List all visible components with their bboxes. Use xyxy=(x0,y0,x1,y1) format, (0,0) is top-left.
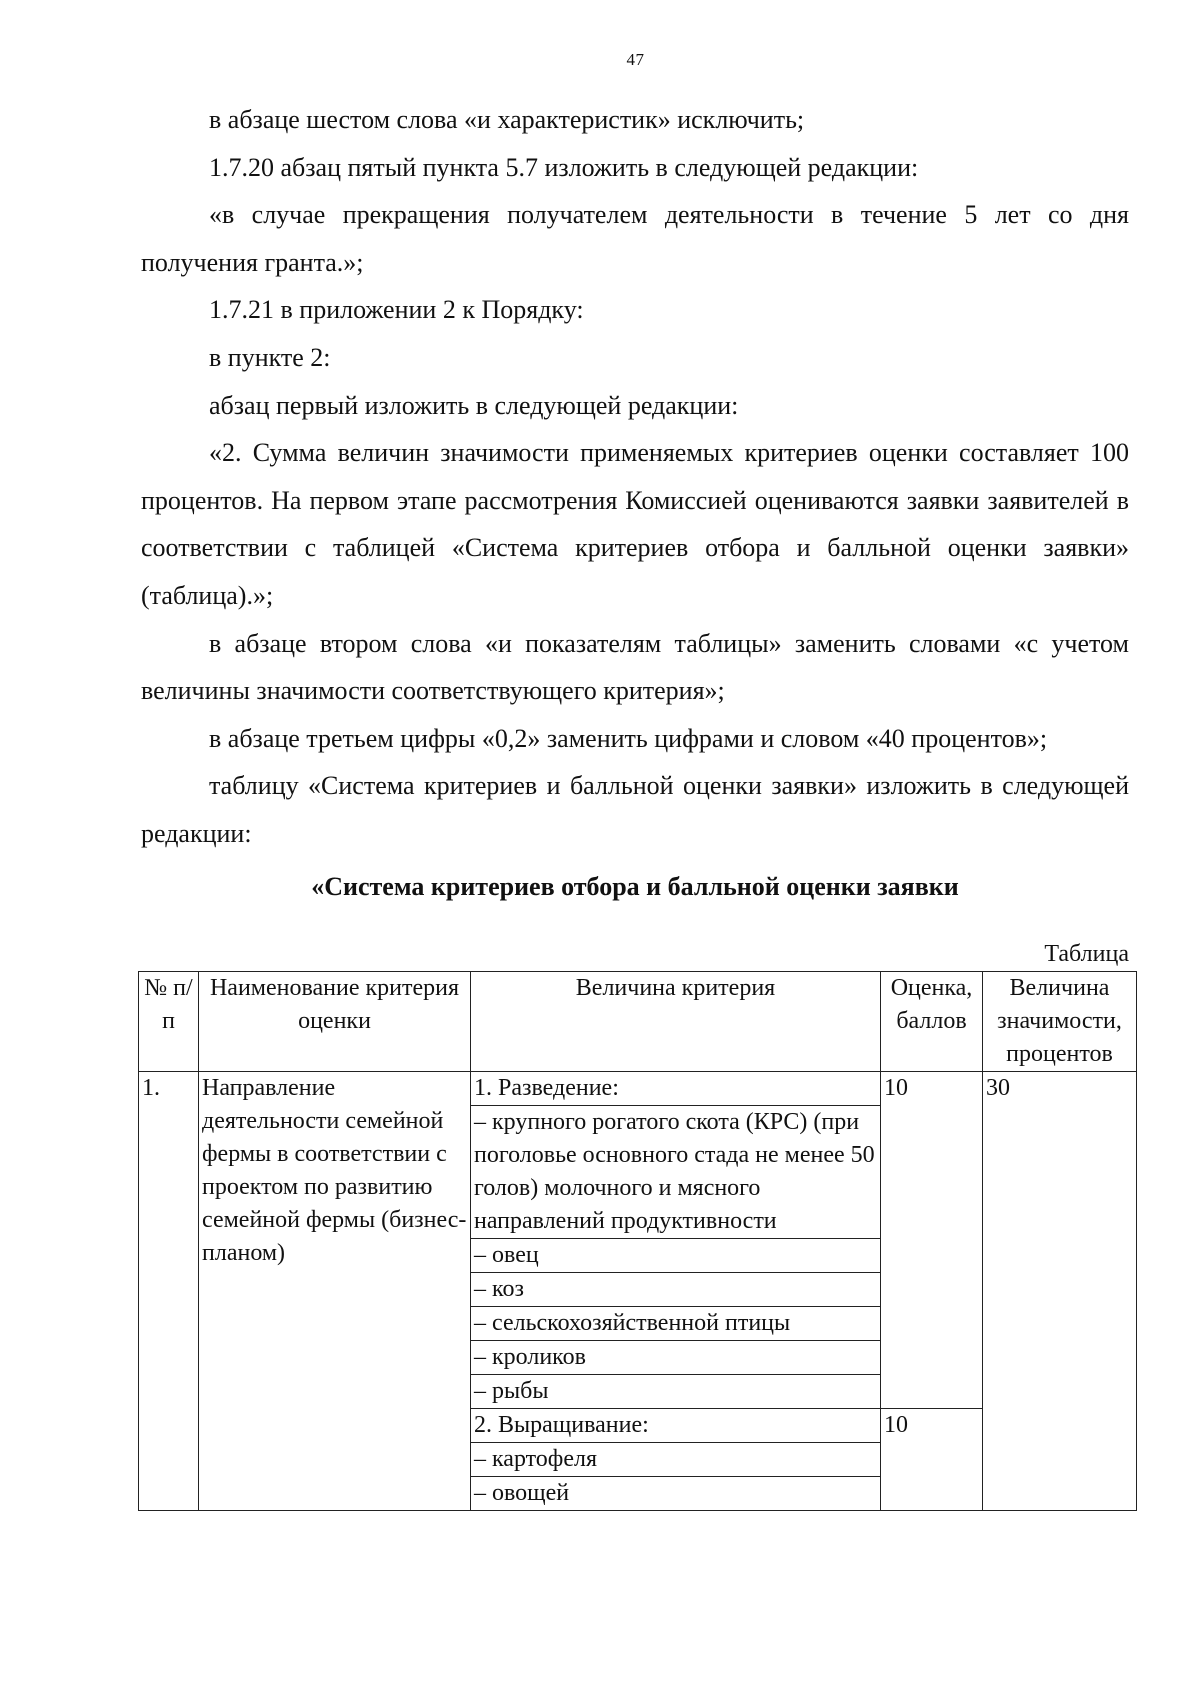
header-num: № п/п xyxy=(139,972,199,1072)
header-score: Оценка, баллов xyxy=(881,972,983,1072)
table-caption: Таблица xyxy=(1044,941,1129,967)
cell-criterion-value: – овец xyxy=(471,1239,881,1273)
paragraph: в абзаце шестом слова «и характеристик» исключить; xyxy=(209,105,805,134)
paragraph: абзац первый изложить в следующей редакции: xyxy=(209,390,739,420)
cell-criterion-value: – кроликов xyxy=(471,1341,881,1375)
cell-criterion-value: – коз xyxy=(471,1273,881,1307)
paragraph: 1.7.21 в приложении 2 к Порядку: xyxy=(209,295,584,325)
paragraph: в абзаце втором слова «и показателям таблицы» заменить словами «с учетом величины значимости соответствующего критерия»; xyxy=(141,628,1129,706)
cell-num: 1. xyxy=(139,1072,199,1511)
table-header-row xyxy=(139,972,1137,1072)
cell-criterion-value: – сельскохозяйственной птицы xyxy=(471,1307,881,1341)
cell-weight: 30 xyxy=(983,1072,1137,1511)
table-row xyxy=(139,1072,1137,1106)
cell-criterion-value: 1. Разведение: xyxy=(471,1072,881,1106)
page-number: 47 xyxy=(626,50,645,69)
criteria-table xyxy=(138,971,1137,1511)
header-weight: Величина значимости, процентов xyxy=(983,972,1137,1072)
paragraph: таблицу «Система критериев и балльной оценки заявки» изложить в следующей редакции: xyxy=(141,771,1129,848)
header-name: Наименование критерия оценки xyxy=(199,972,471,1072)
cell-criterion-value: – картофеля xyxy=(471,1443,881,1477)
cell-criterion-value: – рыбы xyxy=(471,1375,881,1409)
cell-criterion-value: – крупного рогатого скота (КРС) (при поголовье основного стада не менее 50 голов) молочного и мясного направлений продуктивности xyxy=(471,1106,881,1239)
cell-score: 10 xyxy=(881,1409,983,1511)
cell-criterion-name: Направление деятельности семейной фермы в соответствии с проектом по развитию семейной фермы (бизнес-планом) xyxy=(199,1072,471,1511)
cell-score: 10 xyxy=(881,1072,983,1409)
cell-criterion-value: 2. Выращивание: xyxy=(471,1409,881,1443)
paragraph: «в случае прекращения получателем деятельности в течение 5 лет со дня получения гранта.»; xyxy=(141,200,1129,277)
paragraph: в пункте 2: xyxy=(209,342,331,372)
header-value: Величина критерия xyxy=(471,972,881,1072)
table-title: «Система критериев отбора и балльной оценки заявки xyxy=(311,872,959,901)
paragraph: 1.7.20 абзац пятый пункта 5.7 изложить в следующей редакции: xyxy=(209,152,919,182)
cell-criterion-value: – овощей xyxy=(471,1477,881,1511)
paragraph: в абзаце третьем цифры «0,2» заменить цифрами и словом «40 процентов»; xyxy=(209,723,1048,753)
document-body xyxy=(141,96,1129,858)
paragraph: «2. Сумма величин значимости применяемых критериев оценки составляет 100 процентов. На первом этапе рассмотрения Комиссией оцениваются заявки заявителей в соответствии с таблицей «Система критериев отбора и балльной оценки заявки» (таблица).»; xyxy=(141,438,1129,610)
